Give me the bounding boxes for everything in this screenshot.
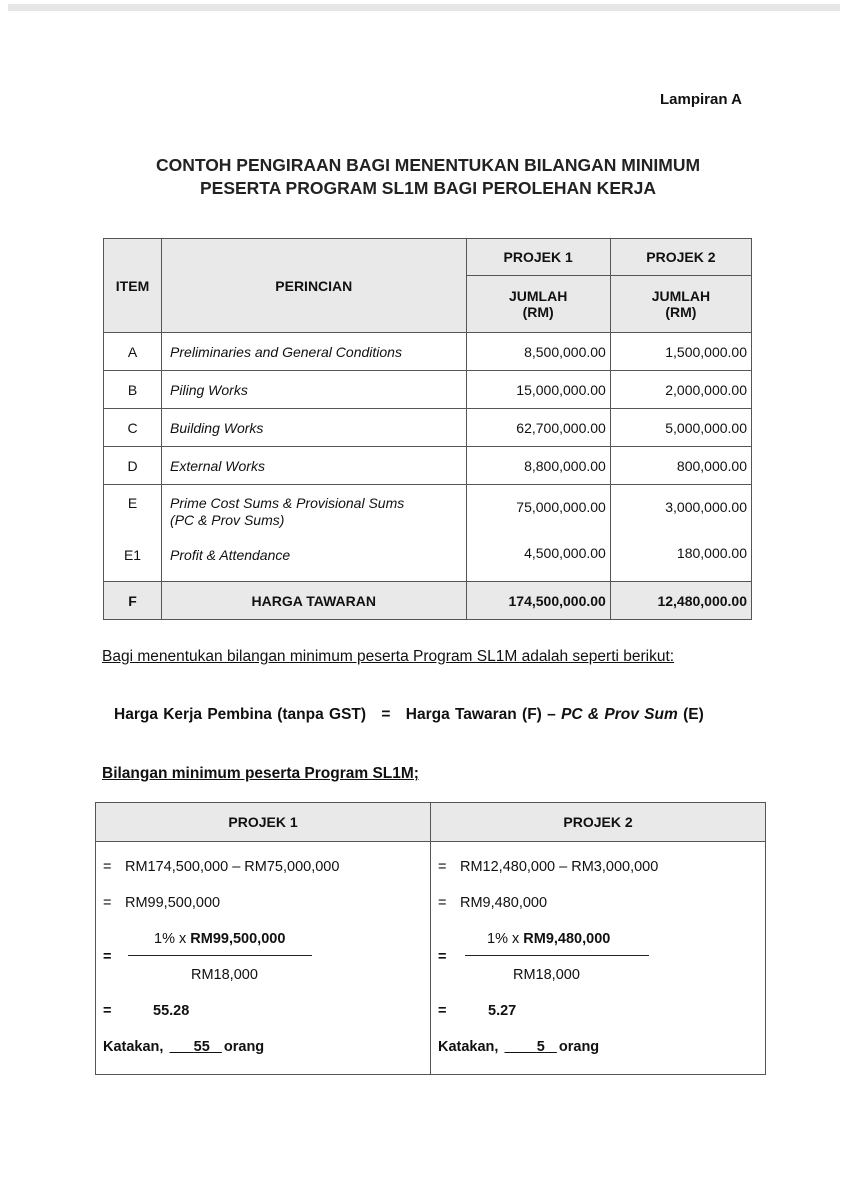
cell-desc: Building Works (162, 409, 466, 447)
equals-sign: = (103, 859, 112, 875)
calc-cell-projek-1 (96, 842, 431, 1075)
formula-right-italic: PC & Prov Sum (561, 706, 678, 723)
cell-projek-1: 62,700,000.00 (466, 409, 610, 447)
header-jumlah-1 (466, 276, 610, 333)
cell-desc-line-1: Prime Cost Sums & Provisional Sums (170, 495, 405, 511)
participant-count-value: 55 (193, 1039, 210, 1055)
katakan-label: Katakan, (438, 1039, 499, 1055)
participant-count (169, 1039, 221, 1055)
fraction-numerator (154, 931, 285, 947)
equals-sign: = (438, 895, 447, 911)
fraction-bar (465, 955, 649, 956)
header-perincian: PERINCIAN (162, 239, 466, 333)
calc-line-1-text: RM174,500,000 – RM75,000,000 (125, 859, 340, 875)
header-jumlah-2 (610, 276, 751, 333)
cell-desc: Preliminaries and General Conditions (162, 333, 466, 371)
header-projek-2: PROJEK 2 (610, 239, 751, 276)
document-title (60, 154, 796, 200)
calc-line-1-text: RM12,480,000 – RM3,000,000 (460, 859, 659, 875)
cell-projek-1: 75,000,000.00 (466, 485, 610, 544)
cell-item: D (104, 447, 162, 485)
orang-label: orang (558, 1039, 600, 1055)
scan-edge-bar (8, 4, 840, 11)
cell-projek-2: 180,000.00 (610, 543, 751, 582)
calc-line-2 (438, 895, 547, 911)
calc-header-projek-1: PROJEK 1 (96, 803, 431, 842)
result-value: 5.27 (488, 1003, 517, 1019)
cell-item: E1 (104, 543, 162, 582)
participant-calc-table (95, 802, 766, 1075)
subheading: Bilangan minimum peserta Program SL1M; (102, 765, 419, 782)
cell-desc-line-2: (PC & Prov Sums) (170, 512, 285, 528)
formula-left: Harga Kerja Pembina (tanpa GST) (114, 706, 367, 723)
cell-item: F (104, 582, 162, 620)
formula-line (114, 706, 704, 724)
numerator-prefix: 1% x (487, 931, 520, 947)
title-line-2: PESERTA PROGRAM SL1M BAGI PEROLEHAN KERJA (199, 178, 657, 198)
cell-projek-2: 2,000,000.00 (610, 371, 751, 409)
cell-projek-2: 800,000.00 (610, 447, 751, 485)
header-rm-label: (RM) (665, 304, 697, 320)
result-value: 55.28 (153, 1003, 190, 1019)
header-rm-label: (RM) (522, 304, 554, 320)
calc-line-2-text: RM9,480,000 (460, 895, 548, 911)
cell-item: C (104, 409, 162, 447)
fraction-numerator (487, 931, 610, 947)
cell-desc: Profit & Attendance (162, 543, 466, 582)
fraction-denominator: RM18,000 (191, 967, 258, 983)
formula-equals: = (381, 706, 391, 723)
fraction-equals: = (438, 949, 447, 965)
katakan-line (103, 1039, 264, 1055)
cell-desc (162, 485, 466, 544)
header-projek-1: PROJEK 1 (466, 239, 610, 276)
calc-line-2-text: RM99,500,000 (125, 895, 221, 911)
cell-item: A (104, 333, 162, 371)
cell-projek-2: 12,480,000.00 (610, 582, 751, 620)
table-row (104, 371, 752, 409)
calc-cell-projek-2 (431, 842, 766, 1075)
table-row (104, 333, 752, 371)
formula-right-end: (E) (683, 706, 704, 723)
orang-label: orang (223, 1039, 265, 1055)
fraction-bar (128, 955, 312, 956)
intro-paragraph: Bagi menentukan bilangan minimum peserta Program SL1M adalah seperti berikut: (102, 648, 675, 665)
numerator-value: RM99,500,000 (190, 931, 286, 947)
header-jumlah-label: JUMLAH (651, 288, 711, 304)
numerator-prefix: 1% x (154, 931, 187, 947)
result-line (438, 1003, 516, 1019)
calc-header-projek-2: PROJEK 2 (431, 803, 766, 842)
lampiran-label: Lampiran A (660, 91, 742, 108)
cell-projek-2: 1,500,000.00 (610, 333, 751, 371)
katakan-label: Katakan, (103, 1039, 164, 1055)
cell-projek-1: 8,500,000.00 (466, 333, 610, 371)
numerator-value: RM9,480,000 (523, 931, 611, 947)
cell-item: B (104, 371, 162, 409)
equals-sign: = (103, 1003, 112, 1019)
participant-count (504, 1039, 556, 1055)
cell-projek-1: 15,000,000.00 (466, 371, 610, 409)
cost-breakdown-table (103, 238, 752, 620)
cell-projek-2: 5,000,000.00 (610, 409, 751, 447)
table-row (104, 543, 752, 582)
header-item: ITEM (104, 239, 162, 333)
calc-line-2 (103, 895, 220, 911)
fraction-denominator: RM18,000 (513, 967, 580, 983)
equals-sign: = (438, 859, 447, 875)
header-jumlah-label: JUMLAH (508, 288, 568, 304)
total-row (104, 582, 752, 620)
cell-desc: HARGA TAWARAN (162, 582, 466, 620)
fraction-equals: = (103, 949, 112, 965)
cell-projek-2: 3,000,000.00 (610, 485, 751, 544)
formula-right: Harga Tawaran (F) – (405, 706, 556, 723)
calc-line-1 (438, 859, 658, 875)
title-line-1: CONTOH PENGIRAAN BAGI MENENTUKAN BILANGAN MINIMUM (155, 155, 701, 175)
table-row (104, 485, 752, 544)
calc-line-1 (103, 859, 339, 875)
equals-sign: = (103, 895, 112, 911)
cell-projek-1: 8,800,000.00 (466, 447, 610, 485)
table-row (104, 409, 752, 447)
participant-count-value: 5 (536, 1039, 545, 1055)
katakan-line (438, 1039, 599, 1055)
cell-item: E (104, 485, 162, 544)
equals-sign: = (438, 1003, 447, 1019)
table-row (104, 447, 752, 485)
cell-desc: Piling Works (162, 371, 466, 409)
cell-projek-1: 4,500,000.00 (466, 543, 610, 582)
cell-desc: External Works (162, 447, 466, 485)
cell-projek-1: 174,500,000.00 (466, 582, 610, 620)
result-line (103, 1003, 189, 1019)
